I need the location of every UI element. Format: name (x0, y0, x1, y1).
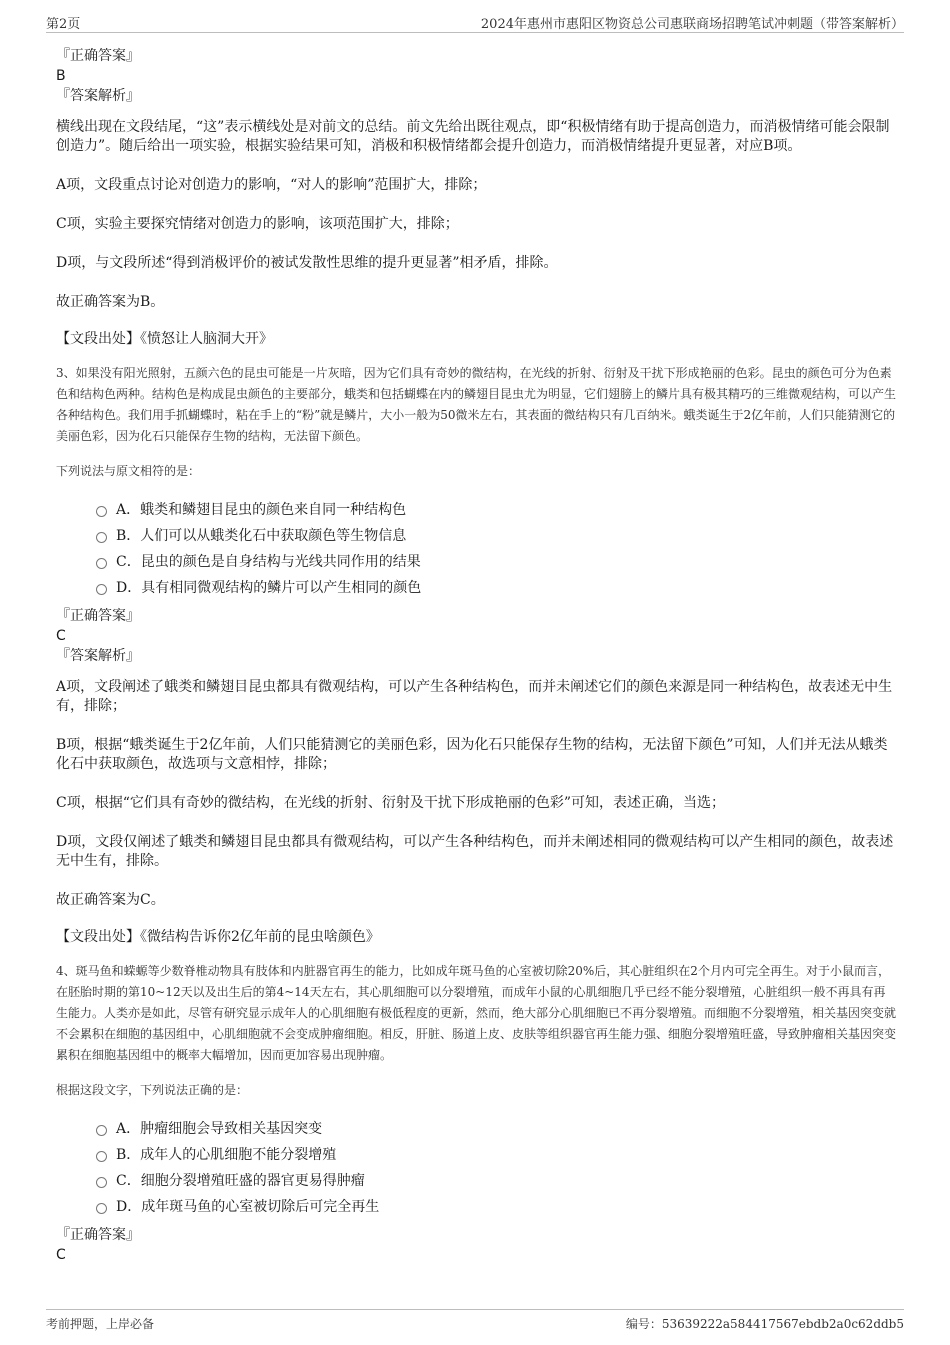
q2-analysis (56, 118, 896, 312)
option-label: C．昆虫的颜色是自身结构与光线共同作用的结果 (116, 554, 421, 570)
radio-icon[interactable] (96, 506, 107, 517)
radio-icon[interactable] (96, 1125, 107, 1136)
option-a[interactable] (96, 496, 896, 522)
q2-answer-block (56, 46, 896, 106)
correct-answer-value: B (56, 68, 66, 84)
q3-analysis (56, 678, 896, 910)
analysis-paragraph: D项，与文段所述“得到消极评价的被试发散性思维的提升更显著”相矛盾，排除。 (56, 255, 558, 271)
correct-answer-label: 『正确答案』 (56, 48, 140, 64)
document-body (56, 46, 896, 1265)
option-label: D．成年斑马鱼的心室被切除后可完全再生 (116, 1199, 380, 1215)
option-label: A．蛾类和鳞翅目昆虫的颜色来自同一种结构色 (116, 502, 407, 518)
option-b[interactable] (96, 522, 896, 548)
option-a[interactable] (96, 1115, 896, 1141)
analysis-paragraph: B项，根据“蛾类诞生于2亿年前，人们只能猜测它的美丽色彩，因为化石只能保存生物的结构，无法留下颜色”可知，人们并无法从蛾类化石中获取颜色，故选项与文意相悖，排除； (56, 737, 888, 772)
option-d[interactable] (96, 1193, 896, 1219)
question-3-prompt: 下列说法与原文相符的是： (56, 464, 201, 478)
option-label: B．成年人的心肌细胞不能分裂增殖 (116, 1147, 337, 1163)
question-4-prompt: 根据这段文字，下列说法正确的是： (56, 1083, 249, 1097)
correct-answer-label: 『正确答案』 (56, 1227, 140, 1243)
radio-icon[interactable] (96, 584, 107, 595)
analysis-paragraph: 故正确答案为C。 (56, 892, 165, 908)
page-header (46, 10, 904, 33)
passage-source: 【文段出处】《微结构告诉你2亿年前的昆虫啥颜色》 (56, 929, 380, 945)
answer-analysis-label: 『答案解析』 (56, 88, 140, 104)
radio-icon[interactable] (96, 558, 107, 569)
option-b[interactable] (96, 1141, 896, 1167)
correct-answer-value: C (56, 628, 66, 644)
document-title: 2024年惠州市惠阳区物资总公司惠联商场招聘笔试冲刺题（带答案解析） (480, 17, 904, 32)
answer-analysis-label: 『答案解析』 (56, 648, 140, 664)
question-4-text: 4、斑马鱼和蝾螈等少数脊椎动物具有肢体和内脏器官再生的能力，比如成年斑马鱼的心室被切除20%后，其心脏组织在2个月内可完全再生。对于小鼠而言，在胚胎时期的第10~12天以及出生后的第4~14天左右，其心肌细胞可以分裂增殖，而成年小鼠的心肌细胞几乎已经不能分裂增殖，心脏组织一般不再具有再生能力。人类亦是如此，尽管有研究显示成年人的心肌细胞有极低程度的更新，然而，绝大部分心肌细胞已不再分裂增殖。而细胞不分裂增殖，相关基因突变就不会累积在细胞的基因组中，心肌细胞就不会变成肿瘤细胞。相反，肝脏、肠道上皮、皮肤等组织器官再生能力强、细胞分裂增殖旺盛，导致肿瘤相关基因突变累积在细胞基因组中的概率大幅增加，因而更加容易出现肿瘤。 (56, 964, 897, 1062)
correct-answer-value: C (56, 1247, 66, 1263)
option-c[interactable] (96, 1167, 896, 1193)
passage-source: 【文段出处】《愤怒让人脑洞大开》 (56, 331, 273, 347)
question-4-options (96, 1115, 896, 1219)
analysis-paragraph: A项，文段重点讨论对创造力的影响，“对人的影响”范围扩大，排除； (56, 177, 487, 193)
analysis-paragraph: D项，文段仅阐述了蛾类和鳞翅目昆虫都具有微观结构，可以产生各种结构色，而并未阐述相同的微观结构可以产生相同的颜色，故表述无中生有，排除。 (56, 834, 894, 869)
analysis-paragraph: 故正确答案为B。 (56, 294, 165, 310)
document-code: 编号：53639222a584417567ebdb2a0c62ddb5 (625, 1317, 904, 1331)
option-label: D．具有相同微观结构的鳞片可以产生相同的颜色 (116, 580, 422, 596)
analysis-paragraph: 横线出现在文段结尾，“这”表示横线处是对前文的总结。前文先给出既往观点，即“积极情绪有助于提高创造力，而消极情绪可能会限制创造力”。随后给出一项实验，根据实验结果可知，消极和积极情绪都会提升创造力，而消极情绪提升更显著，对应B项。 (56, 119, 890, 154)
option-d[interactable] (96, 574, 896, 600)
radio-icon[interactable] (96, 1151, 107, 1162)
q3-answer-block (56, 606, 896, 666)
analysis-paragraph: A项，文段阐述了蛾类和鳞翅目昆虫都具有微观结构，可以产生各种结构色，而并未阐述它们的颜色来源是同一种结构色，故表述无中生有，排除； (56, 679, 893, 714)
correct-answer-label: 『正确答案』 (56, 608, 140, 624)
radio-icon[interactable] (96, 1203, 107, 1214)
q4-answer-block (56, 1225, 896, 1265)
radio-icon[interactable] (96, 532, 107, 543)
option-c[interactable] (96, 548, 896, 574)
footer-slogan: 考前押题，上岸必备 (46, 1317, 155, 1331)
page-number: 第2页 (46, 17, 81, 32)
option-label: B．人们可以从蛾类化石中获取颜色等生物信息 (116, 528, 407, 544)
question-3-text: 3、如果没有阳光照射，五颜六色的昆虫可能是一片灰暗，因为它们具有奇妙的微结构，在光线的折射、衍射及干扰下形成艳丽的色彩。昆虫的颜色可分为色素色和结构色两种。结构色是构成昆虫颜色的主要部分，蛾类和包括蝴蝶在内的鳞翅目昆虫尤为明显，它们翅膀上的鳞片具有极其精巧的三维微观结构，可以产生各种结构色。我们用手抓蝴蝶时，粘在手上的“粉”就是鳞片，大小一般为50微米左右，其表面的微结构只有几百纳米。蛾类诞生于2亿年前，人们只能猜测它的美丽色彩，因为化石只能保存生物的结构，无法留下颜色。 (56, 366, 897, 443)
radio-icon[interactable] (96, 1177, 107, 1188)
option-label: A．肿瘤细胞会导致相关基因突变 (116, 1121, 323, 1137)
analysis-paragraph: C项，实验主要探究情绪对创造力的影响，该项范围扩大，排除； (56, 216, 459, 232)
question-3-options (96, 496, 896, 600)
page-footer (46, 1309, 904, 1332)
analysis-paragraph: C项，根据“它们具有奇妙的微结构，在光线的折射、衍射及干扰下形成艳丽的色彩”可知，表述正确，当选； (56, 795, 726, 811)
option-label: C．细胞分裂增殖旺盛的器官更易得肿瘤 (116, 1173, 365, 1189)
